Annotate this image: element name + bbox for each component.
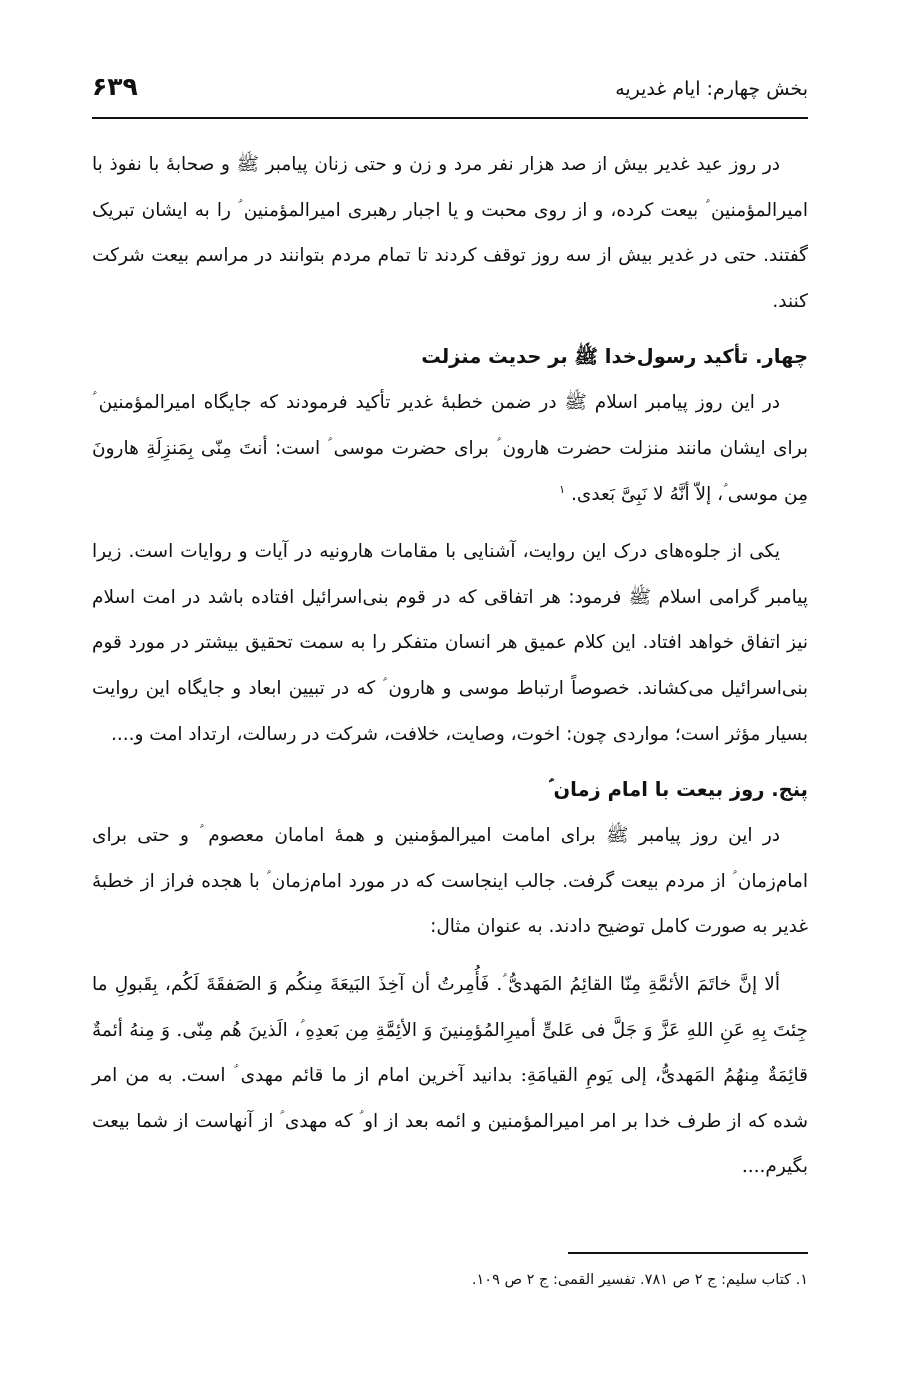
- footnote: ۱. کتاب سلیم: ج ۲ ص ۷۸۱. تفسیر القمی: ج ۲ ص ۱۰۹.: [471, 1272, 808, 1288]
- footnote-rule: [568, 1252, 808, 1254]
- header-rule: [92, 117, 808, 119]
- paragraph-hadith-manzilat: [92, 380, 808, 517]
- paragraph-khutbah-quote: ألا إنَّ خاتَمَ الأئمَّةِ مِنّا القائِمُ المَهدیُّ ؑ. فَأُمِرتُ أن آخِذَ البَیعَةَ مِنکُم وَ الصَفقَةَ لَکُم، بِقَبولِ ما جِئتَ بِهِ عَنِ اللهِ عَزَّ وَ جَلَّ فی عَلیٍّ أمیرِالمُؤمِنینَ وَ الأئِمَّةِ مِن بَعدِهِ ؑ، الَذینَ هُم مِنّی. وَ مِنهُ أئمةٌ قائِمَةٌ مِنهُمُ المَهدیُّ، إلی یَومِ القیامَةِ: بدانید آخرین امام از ما قائم مهدی ؑ است. به من امر شده که از طرف خدا بر امر امیرالمؤمنین و ائمه بعد از او ؑ که مهدی ؑ از آنهاست از شما بیعت بگیرم....: [92, 973, 808, 1178]
- page-body: [92, 142, 808, 1190]
- page-number: ۶۳۹: [92, 72, 138, 101]
- page-header: [92, 72, 808, 110]
- paragraph-eid-ghadir-bayat: در روز عید غدیر بیش از صد هزار نفر مرد و زن و حتی زنان پیامبر ﷺ و صحابهٔ با نفوذ با امیرالمؤمنین ؑ بیعت کرده، و از روی محبت و یا اجبار رهبری امیرالمؤمنین ؑ را به ایشان تبریک گفتند. حتی در غدیر بیش از سه روز توقف کردند تا تمام مردم بتوانند در مراسم بیعت شرکت کنند.: [92, 154, 808, 312]
- footnote-ref[interactable]: ۱: [559, 482, 566, 496]
- hadith-manzilat-text: در این روز پیامبر اسلام ﷺ در ضمن خطبهٔ غدیر تأکید فرمودند که جایگاه امیرالمؤمنین ؑ برای ایشان مانند منزلت حضرت هارون ؑ برای حضرت موسی ؑ است: أنتَ مِنّی بِمَنزِلَةِ هارونَ مِن موسی ؑ، إلاّ أنَّهُ لا نَبِیَّ بَعدی.: [92, 392, 808, 505]
- chapter-title: بخش چهارم: ایام غدیریه: [615, 78, 808, 100]
- section-heading-imam-zaman: پنج. روز بیعت با امام زمان ؑ: [548, 778, 808, 802]
- section-heading-manzilat: چهار. تأکید رسول‌خدا ﷺ بر حدیث منزلت: [421, 345, 808, 369]
- paragraph-haruniyeh: یکی از جلوه‌های درک این روایت، آشنایی با مقامات هارونیه در آیات و روایات است. زیرا پیامبر گرامی اسلام ﷺ فرمود: هر اتفاقی که در قوم بنی‌اسرائیل افتاده باشد در امت اسلام نیز اتفاق خواهد افتاد. این کلام عمیق هر انسان متفکر را به سمت تحقیق بیشتر در مورد قوم بنی‌اسرائیل می‌کشاند. خصوصاً ارتباط موسی و هارون ؑ که در تبیین ابعاد و جایگاه این روایت بسیار مؤثر است؛ مواردی چون: اخوت، وصایت، خلافت، شرکت در رسالت، ارتداد امت و....: [92, 541, 808, 745]
- paragraph-bayat-imam-zaman: در این روز پیامبر ﷺ برای امامت امیرالمؤمنین و همهٔ امامان معصوم ؑ و حتی برای امام‌زمان ؑ از مردم بیعت گرفت. جالب اینجاست که در مورد امام‌زمان ؑ با هجده فراز از خطبهٔ غدیر به صورت کامل توضیح دادند. به عنوان مثال:: [92, 825, 808, 938]
